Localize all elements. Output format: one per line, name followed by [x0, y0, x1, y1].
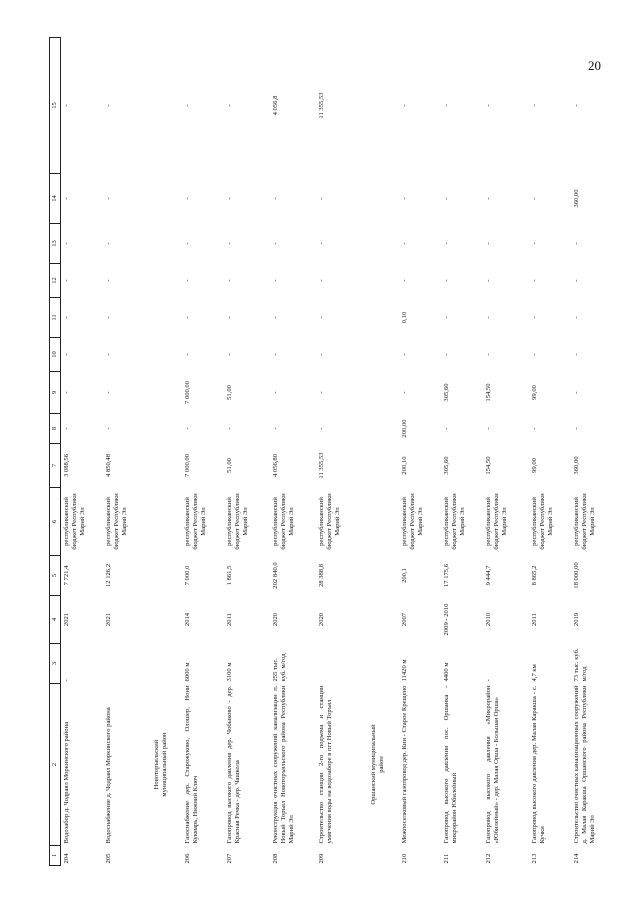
- value-col-10: -: [530, 353, 538, 356]
- value-col-8: -: [317, 427, 325, 430]
- object-name: Газопровод высокого давления пос. Оршанка - микрорайон Юбилейный: [442, 685, 458, 844]
- total-value: 51,00: [225, 458, 233, 473]
- rotated-table-container: [49, 38, 596, 866]
- funding-source: республиканский бюджет Республики Марий Эл: [183, 493, 207, 550]
- district-name: Оршанский муниципальный район: [369, 724, 385, 805]
- value-col-10: -: [572, 353, 580, 356]
- district-spacer: [145, 846, 182, 866]
- table-row: [316, 38, 362, 866]
- object-name: Газопровод высокого давления «Микрорайон «Юбилейный» - дер. Малая Орша - Большая Орша»: [484, 685, 500, 844]
- value-col-14: -: [104, 197, 112, 200]
- value-col-13: -: [442, 242, 450, 245]
- funding-source: республиканский бюджет Республики Марий Эл: [530, 493, 554, 550]
- header-col-14: 14: [50, 174, 61, 224]
- value-col-11: -: [271, 316, 279, 319]
- estimated-cost: 9 444,7: [484, 565, 492, 586]
- value-col-11: -: [104, 316, 112, 319]
- value-col-15: -: [400, 104, 408, 107]
- district-spacer: [362, 846, 399, 866]
- value-col-13: -: [400, 242, 408, 245]
- value-col-10: -: [183, 353, 191, 356]
- value-col-12: -: [317, 279, 325, 282]
- estimated-cost: 200,1: [400, 568, 408, 583]
- total-value: 3 088,56: [62, 453, 70, 478]
- value-col-9: 7 000,00: [183, 380, 191, 405]
- value-col-13: -: [572, 242, 580, 245]
- value-col-14: -: [484, 197, 492, 200]
- value-col-8: -: [104, 427, 112, 430]
- object-name: Реконструкция очистных сооружений канализации п. Новый Торъял Новоторъяльского района Республики Марий Эл: [271, 685, 295, 844]
- header-col-11: 11: [50, 298, 61, 338]
- value-col-12: -: [442, 279, 450, 282]
- total-value: 360,00: [572, 456, 580, 475]
- table-row: [270, 38, 316, 866]
- value-col-8: -: [183, 427, 191, 430]
- header-col-9: 9: [50, 372, 61, 414]
- value-col-15: -: [484, 104, 492, 107]
- total-value: 11 355,53: [317, 452, 325, 479]
- row-number: 205: [104, 853, 112, 864]
- value-col-14: 360,00: [572, 189, 580, 208]
- table-row: [483, 38, 529, 866]
- total-value: 154,50: [484, 456, 492, 475]
- value-col-13: -: [271, 242, 279, 245]
- value-col-8: -: [225, 427, 233, 430]
- value-col-9: -: [104, 391, 112, 394]
- table-row: [399, 38, 441, 866]
- header-col-7: 7: [50, 444, 61, 488]
- value-col-12: -: [530, 279, 538, 282]
- capacity: -: [62, 679, 70, 682]
- years: 2011: [530, 613, 538, 626]
- object-name: Газоснабжение дер. Старожуково, Олошер, Нони Кукмарь, Нижний Ключ: [183, 685, 199, 844]
- header-col-2: 2: [50, 684, 61, 846]
- years: 2009 - 2010: [442, 603, 450, 636]
- value-col-11: -: [530, 316, 538, 319]
- value-col-9: 305,60: [442, 383, 450, 402]
- years: 2021: [62, 612, 70, 627]
- table-row: [103, 38, 145, 866]
- capacity: 11420 м: [400, 659, 408, 682]
- value-col-11: -: [484, 316, 492, 319]
- years: 2007: [400, 612, 408, 627]
- value-col-9: -: [400, 391, 408, 394]
- value-col-11: -: [572, 316, 580, 319]
- header-col-5: 5: [50, 556, 61, 596]
- table-row: [60, 38, 103, 866]
- object-name: Межпоселковый газопровод дер. Кии - Старое Крещено: [400, 685, 408, 844]
- table-row: [529, 38, 571, 866]
- total-value: 305,60: [442, 456, 450, 475]
- header-row: [50, 38, 61, 866]
- capacity: -: [484, 679, 492, 682]
- value-col-14: -: [271, 197, 279, 200]
- funding-source: республиканский бюджет Республики Марий Эл: [104, 493, 128, 550]
- value-col-8: -: [530, 427, 538, 430]
- value-col-12: -: [225, 279, 233, 282]
- header-col-1: 1: [50, 846, 61, 866]
- object-name: Газопровод высокого давления дер. Чобыково - дер. Красная Речка - дер. Чашкола: [225, 685, 241, 844]
- value-col-13: -: [104, 242, 112, 245]
- value-col-8: -: [484, 427, 492, 430]
- funding-source: республиканский бюджет Республики Марий Эл: [400, 493, 424, 550]
- value-col-15: -: [62, 104, 70, 107]
- value-col-13: -: [484, 242, 492, 245]
- value-col-15: -: [183, 104, 191, 107]
- value-col-11: 0,10: [400, 311, 408, 324]
- years: 2019: [572, 612, 580, 627]
- value-col-14: -: [400, 197, 408, 200]
- header-col-6: 6: [50, 488, 61, 556]
- district-filler: [145, 38, 182, 684]
- estimated-cost: 28 388,8: [317, 563, 325, 588]
- capacity: 73 тыс. куб. м/год: [572, 648, 588, 682]
- district-filler: [362, 38, 399, 684]
- investment-table: [49, 37, 617, 866]
- object-name: Водозабор д. Чодраял Моркинского района: [62, 721, 70, 844]
- object-name: Водоснабжение д. Чодраял Моркинского района: [104, 707, 112, 844]
- value-col-9: 99,00: [530, 385, 538, 400]
- funding-source: республиканский бюджет Республики Марий Эл: [225, 493, 249, 550]
- value-col-15: 4 056,8: [271, 95, 279, 116]
- estimated-cost: 8 865,2: [530, 565, 538, 586]
- value-col-8: -: [271, 427, 279, 430]
- value-col-15: -: [530, 104, 538, 107]
- value-col-10: -: [442, 353, 450, 356]
- total-value: 4 850,48: [104, 453, 112, 478]
- years: 2020: [271, 612, 279, 627]
- value-col-10: -: [271, 353, 279, 356]
- value-col-15: -: [572, 104, 580, 107]
- table-row: [224, 38, 270, 866]
- table-header: [50, 38, 61, 866]
- object-name: Газопровод высокого давления дер. Малая Каракша - с. Кучки: [530, 685, 546, 844]
- header-col-3: 3: [50, 644, 61, 684]
- value-col-10: -: [484, 353, 492, 356]
- table-row: [182, 38, 224, 866]
- value-col-15: -: [104, 104, 112, 107]
- value-col-12: -: [400, 279, 408, 282]
- object-name: Строительство очистных канализационных сооружений д. Малая Каракша Оршанского района Республики Марий Эл: [572, 685, 596, 844]
- value-col-9: -: [317, 391, 325, 394]
- value-col-15: 11 355,53: [317, 92, 325, 119]
- value-col-12: -: [484, 279, 492, 282]
- object-name: Строительство станции 2-го подъема и станции умягчения воды на водозаборе в пгт Новый Торъял: [317, 685, 333, 844]
- estimated-cost: 17 175,6: [442, 563, 450, 588]
- row-number: 212: [484, 853, 492, 864]
- value-col-8: -: [572, 427, 580, 430]
- total-value: 99,00: [530, 458, 538, 473]
- value-col-10: -: [62, 353, 70, 356]
- value-col-10: -: [317, 353, 325, 356]
- value-col-14: -: [183, 197, 191, 200]
- value-col-13: -: [530, 242, 538, 245]
- funding-source: республиканский бюджет Республики Марий Эл: [572, 493, 596, 550]
- funding-source: республиканский бюджет Республики Марий Эл: [271, 493, 295, 550]
- value-col-11: -: [317, 316, 325, 319]
- district-name-cell: [145, 684, 182, 846]
- years: 2021: [104, 612, 112, 627]
- header-col-4: 4: [50, 596, 61, 644]
- value-col-12: -: [183, 279, 191, 282]
- row-number: 209: [317, 853, 325, 864]
- value-col-15: -: [442, 104, 450, 107]
- funding-source: республиканский бюджет Республики Марий Эл: [442, 493, 466, 550]
- value-col-13: -: [183, 242, 191, 245]
- row-number: 204: [62, 853, 70, 864]
- value-col-8: -: [442, 427, 450, 430]
- district-name-cell: [362, 684, 399, 846]
- district-name: Новоторъяльский муниципальный район: [152, 732, 168, 797]
- capacity: 255 тыс. куб. м/год: [271, 653, 287, 682]
- value-col-10: -: [104, 353, 112, 356]
- value-col-9: -: [62, 391, 70, 394]
- capacity: 4,7 км: [530, 664, 538, 682]
- row-number: 213: [530, 853, 538, 864]
- value-col-14: -: [530, 197, 538, 200]
- header-col-10: 10: [50, 338, 61, 372]
- value-col-15: -: [225, 104, 233, 107]
- capacity: 6000 м: [183, 662, 191, 682]
- value-col-8: 200,00: [400, 419, 408, 438]
- value-col-12: -: [572, 279, 580, 282]
- years: 2010: [484, 612, 492, 627]
- value-col-11: -: [442, 316, 450, 319]
- value-col-11: -: [225, 316, 233, 319]
- value-col-14: -: [442, 197, 450, 200]
- funding-source: республиканский бюджет Республики Марий Эл: [62, 493, 86, 550]
- row-number: 208: [271, 853, 279, 864]
- estimated-cost: 202 840,0: [271, 562, 279, 589]
- funding-source: республиканский бюджет Республики Марий Эл: [317, 493, 341, 550]
- capacity: 3100 м: [225, 662, 233, 682]
- row-number: 211: [442, 853, 450, 864]
- table-row: [571, 38, 617, 866]
- table-body: [60, 38, 617, 866]
- table-row: [441, 38, 483, 866]
- value-col-12: -: [62, 279, 70, 282]
- capacity: [103, 644, 145, 684]
- years: 2020: [317, 612, 325, 627]
- row-number: 206: [183, 853, 191, 864]
- value-col-14: -: [317, 197, 325, 200]
- capacity: [316, 644, 362, 684]
- estimated-cost: 7 721,4: [62, 565, 70, 586]
- value-col-13: -: [225, 242, 233, 245]
- estimated-cost: 1 861,5: [225, 565, 233, 586]
- total-value: 200,10: [400, 456, 408, 475]
- years: 2011: [225, 613, 233, 626]
- value-col-14: -: [62, 197, 70, 200]
- years: 2014: [183, 612, 191, 627]
- value-col-10: -: [225, 353, 233, 356]
- header-col-15: 15: [50, 38, 61, 174]
- total-value: 7 000,00: [183, 453, 191, 478]
- value-col-9: 154,50: [484, 383, 492, 402]
- value-col-8: -: [62, 427, 70, 430]
- value-col-13: -: [62, 242, 70, 245]
- funding-source: республиканский бюджет Республики Марий Эл: [484, 493, 508, 550]
- value-col-13: -: [317, 242, 325, 245]
- row-number: 210: [400, 853, 408, 864]
- value-col-9: 51,00: [225, 385, 233, 400]
- value-col-11: -: [183, 316, 191, 319]
- row-number: 214: [572, 853, 580, 864]
- value-col-9: -: [271, 391, 279, 394]
- estimated-cost: 18 000,00: [572, 562, 580, 589]
- value-col-12: -: [104, 279, 112, 282]
- page-number: 20: [588, 58, 601, 73]
- estimated-cost: 7 000,0: [183, 565, 191, 586]
- capacity: 4400 м: [442, 662, 450, 682]
- value-col-10: -: [400, 353, 408, 356]
- district-header-row: [145, 38, 182, 866]
- value-col-12: -: [271, 279, 279, 282]
- total-value: 4 056,80: [271, 453, 279, 478]
- district-header-row: [362, 38, 399, 866]
- value-col-9: -: [572, 391, 580, 394]
- header-col-12: 12: [50, 264, 61, 298]
- value-col-14: -: [225, 197, 233, 200]
- header-col-8: 8: [50, 414, 61, 444]
- estimated-cost: 12 126,2: [104, 563, 112, 588]
- header-col-13: 13: [50, 224, 61, 264]
- value-col-11: -: [62, 316, 70, 319]
- row-number: 207: [225, 853, 233, 864]
